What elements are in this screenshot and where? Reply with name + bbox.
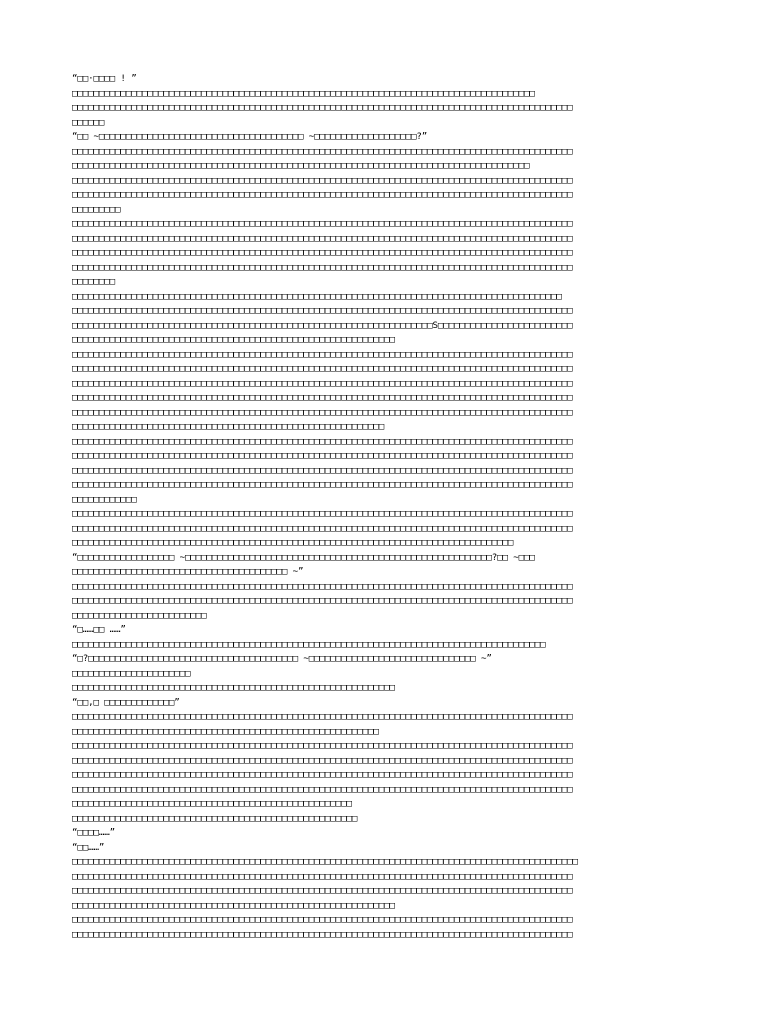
text-line: □□□□□□□□□□□□□□□□□□□□□□□□□□□□□□□□□□□□□□□□□□□□□□□□□□□□□□□□□□□□□□□□□□□□□□□□□□□□□□□□□□□□□□□□□□□□□ (72, 450, 573, 461)
text-line: □□□□□□□□□□□□ (72, 493, 137, 505)
text-line: □□□□□□□□□□□□□□□□□□□□□□□□□□□□□□□□□□□□□□□□□□□□□□□□□□□□□□□□□□□□□□□□□□□□□□□□□□□□□□□□□□□□□□□□□□□□□ (72, 754, 573, 766)
text-line: □□□□□□□□□□□□□□□□□□□□□□□□□□□□□□□□□□□□□□□□□□□□□□□□□□□□□□□□□□□□ (72, 334, 395, 345)
document-body (72, 72, 702, 942)
text-line: □□□□□□□□□□□□□□□□□□□□□□□□□□□□□□□□□□□□□□□□□□□□□□□□□□□□□□□□□□□□□□□□□□□□□□□□□□□□□□□□□□□□□□□□□□□□□ (72, 435, 573, 447)
text-line: □□□□□□□□□□□□□□□□□□□□□□□□□□□□□□□□□□□□□□□□□□□□□□□□□□□□□□□□□□□□□□□□□□□□□□□□□□□□□□□□□□□□□□□□□□□□□ (72, 711, 573, 722)
text-line: □□□□□□□□□□□□□□□□□□□□□□□□□□□□□□□□□□□□□□□□□□□□□□□□□□□□□ (72, 812, 358, 824)
text-line: □□□□□□□□□□□□□□□□□□□□□□□□□□□□□□□□□□□□□□□□□□□□□□□□□□□□□□□□□□ (72, 421, 385, 432)
text-line: “□□□□□□□□□□□□□□□□□□ ~□□□□□□□□□□□□□□□□□□□□□□□□□□□□□□□□□□□□□□□□□□□□□□□□□□□□□□□□□?□□ ~□□□ (72, 551, 535, 563)
text-line: □□□□□□□□□□□□□□□□□□□□□□□□□□□□□□□□□□□□□□□□□□□□□□□□□□□□□□□□□□□□□□□□□□□□□□□□□□□□□□□□□□□□□□□□□□□□□ (72, 392, 573, 403)
text-line: □□□□□□□□□□□□□□□□□□□□□□□□□□□□□□□□□□□□□□□□□□□□□□□□□□□□□□□□□□□□□□□□□□□□□□□□□□□□□□□□□□□□□□□□□□□□□ (72, 218, 573, 229)
text-line: □□□□□□□□□□□□□□□□□□□□□□□□□□□□□□□□□□□□□□□□□□□□□□□□□□□□□□□□□ (72, 725, 379, 737)
text-line: □□□□□□□□□□□□□□□□□□□□□□□□□□□□□□□□□□□□□□□□ ~” (72, 566, 304, 577)
text-line: □□□□□□□□□□□□□□□□□□□□□□□□□□□□□□□□□□□□□□□□□□□□□□□□□□□□□□□□□□□□□□□□□□□□□□□□□□□□□□□□□□□□□□□□□□□□□ (72, 247, 573, 258)
text-line: □□□□□□□□□□□□□□□□□□□□□□□□□□□□□□□□□□□□□□□□□□□□□□□□□□□□□□□□□□□□□□□□□□□□□□□□□□□□□□□□□□□□□□□□□□□ (72, 290, 562, 302)
text-line: □□□□□□□□□□□□□□□□□□□□□□□□□□□□□□□□□□□□□□□□□□□□□□□□□□□□□□□□□□□□□□□□□□□□□□□□□□□□□□□□□□□□□□□□□□□□□ (72, 783, 573, 795)
text-line: “□□,□ □□□□□□□□□□□□□” (72, 696, 180, 708)
text-line: □□□□□□□□□□□□□□□□□□□□□□□□□□□□□□□□□□□□□□□□□□□□□□□□□□□□□□□□□□□□□□□□□□□□□□□□□□□□□□□□□□□□□□□□□□□□□ (72, 870, 573, 882)
text-line: “□□·□□□□ ! ” (72, 73, 137, 84)
text-line: □□□□□□□□□□□□□□□□□□□□□□□□□□□□□□□□□□□□□□□□□□□□□□□□□□□□□□□□□□□□□□□□□□□□□□□□□□□□□□□□□□□□□ (72, 160, 530, 171)
text-line: “□□□□……” (72, 827, 116, 838)
text-line: □□□□□□□□□□□□□□□□□□□□□□□□□□□□□□□□□□□□□□□□□□□□□□□□□□□□□□□□□□□□□□□□□□□□□□□□□□□□□□□□□□ (72, 537, 514, 548)
text-line: □□□□□□□□□□□□□□□□□□□□□□□□□□□□□□□□□□□□□□□□□□□□□□□□□□□□□□□□□□□□□□□□□□□□□□□□□□□□□□□□□□□□□□□□□□□□□ (72, 261, 573, 273)
text-line: □□□□□□□□□□□□□□□□□□□□□□□□□□□□□□□□□□□□□□□□□□□□□□□□□□□□□□□□□□□□□□□□□□□□□□□□□□□□□□□□□□□□□□□□□□□□□ (72, 174, 573, 186)
text-line: □□□□□□□□□□□□□□□□□□□□□□□□□□□□□□□□□□□□□□□□□□□□□□□□□□□□□□□□□□□□□□□□□□□□□□□□□□□□□□□□□□□□□□□□□□□□□ (72, 189, 573, 200)
text-line: □□□□□□□□□□□□□□□□□□□□□□ (72, 667, 191, 679)
text-line: □□□□□□□□□□□□□□□□□□□□□□□□□□□□□□□□□□□□□□□□□□□□□□□□□□□□□□□□□□□□□□□□□□□□□□□□□□□□□□□□□□□□□□□□□□□□□ (72, 102, 573, 113)
text-line: □□□□□□□□□□□□□□□□□□□□□□□□□□□□□□□□□□□□□□□□□□□□□□□□□□□□□□□□□□□□□□□□□□□□□□□□□□□□□□□□□□□□□□□□□□□□□ (72, 305, 573, 316)
text-line: □□□□□□□□□□□□□□□□□□□□□□□□□□□□□□□□□□□□□□□□□□□□□□□□□□□□□□□□□□□□□□□□□□□□□□□□□□□□□□□□□□□□□□□□□□□□□ (72, 580, 573, 592)
text-line: □□□□□□□□□□□□□□□□□□□□□□□□□□□□□□□□□□□□□□□□□□□□□□□□□□□□□□□□□□□□ (72, 682, 395, 693)
text-line: □□□□□□□□□□□□□□□□□□□□□□□□□□□□□□□□□□□□□□□□□□□□□□□□□□□□□□□□□□□□□□□□□□□S□□□□□□□□□□□□□□□□□□□□□□□□□ (72, 319, 573, 331)
text-line: □□□□□□□□□□□□□□□□□□□□□□□□□□□□□□□□□□□□□□□□□□□□□□□□□□□□□□□□□□□□□□□□□□□□□□□□□□□□□□□□□□□□□□□□□□□□□ (72, 348, 573, 360)
text-line: □□□□□□□□□□□□□□□□□□□□□□□□□□□□□□□□□□□□□□□□□□□□□□□□□□□□□□□□□□□□□□□□□□□□□□□□□□□□□□□□□□□□□□□□□□□□□ (72, 740, 573, 751)
text-line: □□□□□□□□□□□□□□□□□□□□□□□□□□□□□□□□□□□□□□□□□□□□□□□□□□□□□□□□□□□□□□□□□□□□□□□□□□□□□□□□□□□□□□□□□□□□□ (72, 406, 573, 418)
text-line: □□□□□□□□□□□□□□□□□□□□□□□□□□□□□□□□□□□□□□□□□□□□□□□□□□□□□□□□□□□□□□□□□□□□□□□□□□□□□□□□□□□□□□□□□□□□□ (72, 363, 573, 374)
text-line: □□□□□□□□□□□□□□□□□□□□□□□□□□□□□□□□□□□□□□□□□□□□□□□□□□□□□□□□□□□□□□□□□□□□□□□□□□□□□□□□□□□□□□□□□□□□□ (72, 377, 573, 389)
text-line: □□□□□□□□ (72, 276, 116, 287)
text-line: “□□ ~□□□□□□□□□□□□□□□□□□□□□□□□□□□□□□□□□□□□□□ ~□□□□□□□□□□□□□□□□□□□?” (72, 131, 428, 142)
text-line: □□□□□□□□□□□□□□□□□□□□□□□□□□□□□□□□□□□□□□□□□□□□□□□□□□□□□□□□□□□□□□□□□□□□□□□□□□□□□□□□□□□□□□□□□□□□□ (72, 928, 573, 940)
text-line: □□□□□□□□□□□□□□□□□□□□□□□□□□□□□□□□□□□□□□□□□□□□□□□□□□□□□□□□□□□□□□□□□□□□□□□□□□□□□□□□□□□□□□□□□□□□□□ (72, 856, 578, 867)
text-line: □□□□□□□□□□□□□□□□□□□□□□□□□□□□□□□□□□□□□□□□□□□□□□□□□□□□□□□□□□□□□□□□□□□□□□□□□□□□□□□□□□□□□□□□□□□□□ (72, 914, 573, 925)
text-line: □□□□□□□□□□□□□□□□□□□□□□□□□□□□□□□□□□□□□□□□□□□□□□□□□□□□□□□□□□□□□□□□□□□□□□□□□□□□□□□□□□□□□□□□□□□□□ (72, 769, 573, 780)
text-line: □□□□□□□□□□□□□□□□□□□□□□□□□□□□□□□□□□□□□□□□□□□□□□□□□□□□□□□□□□□□□□□□□□□□□□□□□□□□□□□□□□□□□□□□□□□□□ (72, 885, 573, 896)
text-line: □□□□□□□□□□□□□□□□□□□□□□□□□□□□□□□□□□□□□□□□□□□□□□□□□□□□□□□□□□□□□□□□□□□□□□□□□□□□□□□□□□□□□□□□□□□□□ (72, 464, 573, 476)
text-line: □□□□□□□□□□□□□□□□□□□□□□□□□□□□□□□□□□□□□□□□□□□□□□□□□□□□□□□□□□□□ (72, 899, 395, 911)
text-line: “□□……” (72, 841, 105, 853)
text-line: □□□□□□□□□□□□□□□□□□□□□□□□□□□□□□□□□□□□□□□□□□□□□□□□□□□□□□□□□□□□□□□□□□□□□□□□□□□□□□□□□□□□□□□□□□□□□ (72, 145, 573, 157)
text-line: □□□□□□□□□□□□□□□□□□□□□□□□□□□□□□□□□□□□□□□□□□□□□□□□□□□□□□□□□□□□□□□□□□□□□□□□□□□□□□□□□□□□□□□□□□□□□ (72, 522, 573, 534)
text-line: □□□□□□□□□□□□□□□□□□□□□□□□□□□□□□□□□□□□□□□□□□□□□□□□□□□□ (72, 798, 352, 809)
text-line: □□□□□□□□□□□□□□□□□□□□□□□□□□□□□□□□□□□□□□□□□□□□□□□□□□□□□□□□□□□□□□□□□□□□□□□□□□□□□□□□□□□□□□□□□□□□□ (72, 479, 573, 490)
text-line: “□?□□□□□□□□□□□□□□□□□□□□□□□□□□□□□□□□□□□□□□□ ~□□□□□□□□□□□□□□□□□□□□□□□□□□□□□□□ ~” (72, 653, 492, 664)
text-line: □□□□□□□□□□□□□□□□□□□□□□□□□□□□□□□□□□□□□□□□□□□□□□□□□□□□□□□□□□□□□□□□□□□□□□□□□□□□□□□□□□□□□□ (72, 87, 535, 99)
text-line: □□□□□□□□□□□□□□□□□□□□□□□□□□□□□□□□□□□□□□□□□□□□□□□□□□□□□□□□□□□□□□□□□□□□□□□□□□□□□□□□□□□□□□□□□□□□□ (72, 232, 573, 244)
text-line: “□……□□ ……” (72, 624, 126, 635)
text-line: □□□□□□□□□□□□□□□□□□□□□□□□□□□□□□□□□□□□□□□□□□□□□□□□□□□□□□□□□□□□□□□□□□□□□□□□□□□□□□□□□□□□□□□□ (72, 638, 546, 650)
text-line: □□□□□□□□□□□□□□□□□□□□□□□□□□□□□□□□□□□□□□□□□□□□□□□□□□□□□□□□□□□□□□□□□□□□□□□□□□□□□□□□□□□□□□□□□□□□□ (72, 595, 573, 606)
text-line: □□□□□□ (72, 116, 105, 128)
text-line: □□□□□□□□□□□□□□□□□□□□□□□□□□□□□□□□□□□□□□□□□□□□□□□□□□□□□□□□□□□□□□□□□□□□□□□□□□□□□□□□□□□□□□□□□□□□□ (72, 508, 573, 519)
text-line: □□□□□□□□□□□□□□□□□□□□□□□□□ (72, 609, 207, 621)
text-line: □□□□□□□□□ (72, 203, 121, 215)
